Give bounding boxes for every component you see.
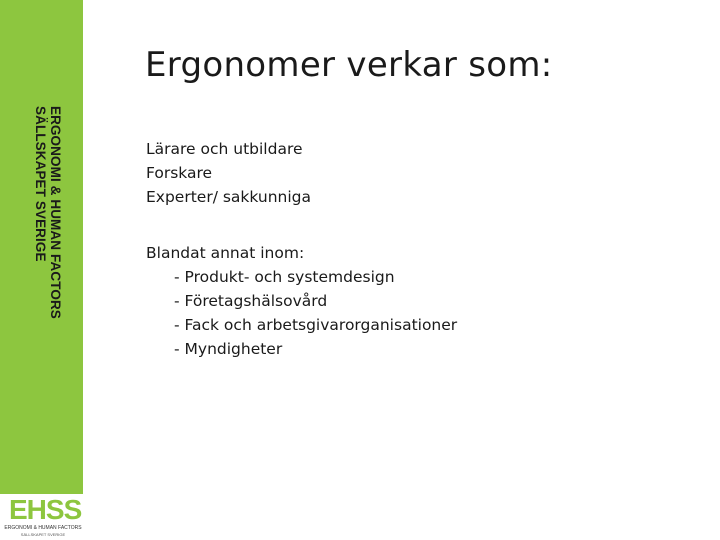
- slide-title: Ergonomer verkar som:: [145, 45, 553, 85]
- list-item-3: - Fack och arbetsgivarorganisationer: [174, 316, 458, 334]
- spacer: [146, 209, 706, 241]
- intro-line-1: Lärare och utbildare: [146, 140, 303, 158]
- sidebar-vertical-text: [19, 106, 63, 406]
- list-item-4: - Myndigheter: [174, 340, 283, 358]
- intro-line-2: Forskare: [146, 164, 213, 182]
- logo-subtitle: ERGONOMI & HUMAN FACTORS: [4, 525, 82, 531]
- ehss-logo: [0, 494, 83, 540]
- sidebar: [0, 0, 83, 540]
- logo-mark: EHSS: [9, 494, 82, 525]
- list-item-2: - Företagshälsovård: [174, 292, 328, 310]
- sidebar-text-line-2: SÄLLSKAPET SVERIGE: [33, 106, 48, 262]
- list-heading: Blandat annat inom:: [146, 244, 305, 262]
- list-item-1: - Produkt- och systemdesign: [174, 268, 395, 286]
- slide-content: [146, 137, 706, 361]
- intro-line-3: Experter/ sakkunniga: [146, 188, 312, 206]
- logo-subtitle-2: SÄLLSKAPET SVERIGE: [20, 532, 66, 537]
- sidebar-text-line-1: ERGONOMI & HUMAN FACTORS: [48, 106, 63, 319]
